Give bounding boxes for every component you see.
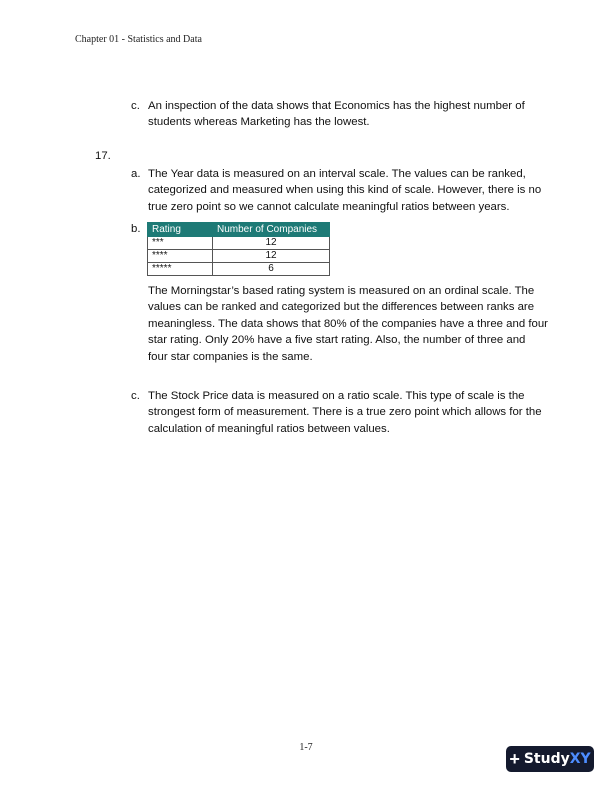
count-cell: 6: [213, 263, 330, 276]
rating-cell: *****: [148, 263, 213, 276]
page-number: 1-7: [299, 742, 313, 753]
count-cell: 12: [213, 250, 330, 263]
answer-17a: The Year data is measured on an interval scale. The values can be ranked, categorized and measured when using this kind of scale. However, there is no true zero point so we cannot calculate meaningful ratios between years.: [148, 168, 542, 213]
question-number-17: 17.: [95, 150, 111, 162]
brand-logo: StudyXY: [523, 751, 591, 767]
answer-17b: The Morningstar’s based rating system is measured on an ordinal scale. The values can be ranked and categorized but the differences between ranks are meaningless. The data shows that 80% of the companies have a three and four star rating. Only 20% have a five start rating. Also, the number of three and four star companies is the same.: [148, 285, 548, 363]
plus-icon: +: [509, 749, 520, 769]
item-marker-17a: a.: [131, 168, 141, 180]
item-marker-17c: c.: [131, 390, 140, 402]
table-row: [148, 237, 330, 250]
column-header-count: Number of Companies: [213, 223, 330, 237]
rating-table: [147, 222, 330, 276]
table-row: [148, 250, 330, 263]
answer-16c: An inspection of the data shows that Economics has the highest number of students whereas Marketing has the lowest.: [148, 100, 525, 129]
table-row: [148, 263, 330, 276]
page-header: Chapter 01 - Statistics and Data: [75, 34, 202, 45]
item-marker-17b: b.: [131, 223, 141, 235]
studyxy-badge[interactable]: [506, 746, 594, 772]
rating-cell: ***: [148, 237, 213, 250]
table-header-row: [148, 223, 330, 237]
item-marker-16c: c.: [131, 100, 140, 112]
rating-cell: ****: [148, 250, 213, 263]
count-cell: 12: [213, 237, 330, 250]
answer-17c: The Stock Price data is measured on a ratio scale. This type of scale is the strongest form of measurement. There is a true zero point which allows for the calculation of meaningful ratios between values.: [148, 390, 542, 435]
column-header-rating: Rating: [148, 223, 213, 237]
